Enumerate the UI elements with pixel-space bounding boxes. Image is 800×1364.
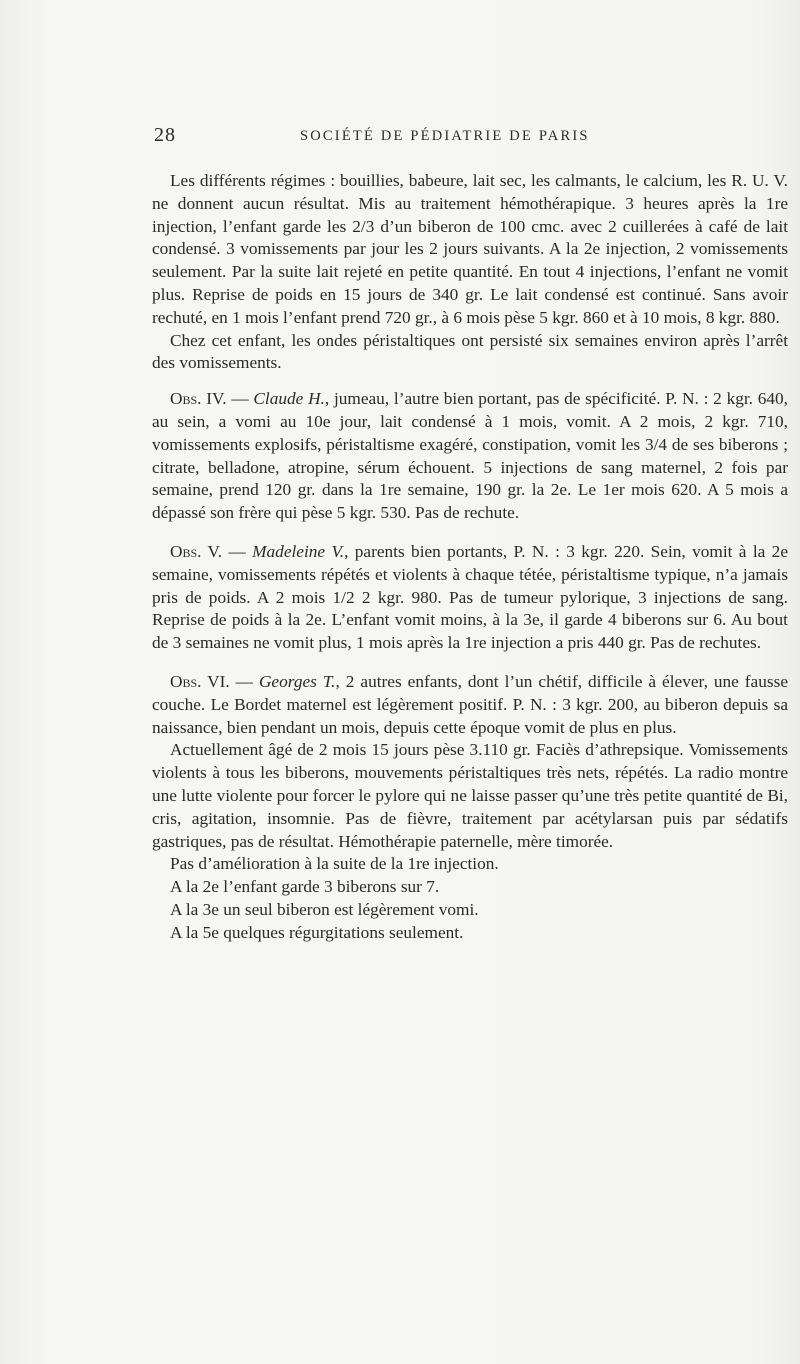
observation-v [152, 541, 788, 655]
obs-text: , jumeau, l’autre bien portant, pas de spécificité. P. N. : 2 kgr. 640, au sein, a vomi au 10e jour, lait condensé à 1 mois, vomit. A 2 mois, 2 kgr. 710, vomissements explosifs, péristaltisme exagéré, constipation, vomit les 3/4 de ses biberons ; citrate, belladone, atropine, sérum échouent. 5 injections de sang maternel, 2 fois par semaine, prend 120 gr. dans la 1re semaine, 190 gr. la 2e. Le 1er mois 620. A 5 mois a dépassé son frère qui pèse 5 kgr. 530. Pas de rechute. [152, 389, 788, 523]
obs-text: , 2 autres enfants, dont l’un chétif, difficile à élever, une fausse couche. Le Bordet maternel est légèrement positif. P. N. : 3 kgr. 200, au biberon depuis sa naissance, bien pendant un mois, depuis cette époque vomit de plus en plus. [152, 671, 788, 737]
paragraph: Les différents régimes : bouillies, babeure, lait sec, les calmants, le calcium, les R. U. V. ne donnent aucun résultat. Mis au traitement hémothérapique. 3 heures après la 1re injection, l’enfant garde les 2/3 d’un biberon de 100 cmc. avec 2 cuillerées à café de lait condensé. 3 vomissements par jour les 2 jours suivants. A la 2e injection, 2 vomissements seulement. Par la suite lait rejeté en petite quantité. En tout 4 injections, l’enfant ne vomit plus. Reprise de poids en 15 jours de 340 gr. Le lait condensé est continué. Sans avoir rechuté, en 1 mois l’enfant prend 720 gr., à 6 mois pèse 5 kgr. 860 et à 10 mois, 8 kgr. 880. [152, 171, 788, 327]
page-number: 28 [154, 124, 176, 146]
paragraph: Pas d’amélioration à la suite de la 1re injection. [170, 854, 499, 874]
obs-label: Obs. V. — [170, 541, 253, 561]
patient-name: Georges T. [258, 671, 336, 691]
paragraph: A la 3e un seul biberon est légèrement vomi. [170, 899, 479, 919]
observation-vi [152, 671, 788, 739]
paragraph: Actuellement âgé de 2 mois 15 jours pèse 3.110 gr. Faciès d’athrepsique. Vomissements violents à tous les biberons, mouvements péristaltiques très nets, répétés. La radio montre une lutte violente pour forcer le pylore qui ne laisse passer qu’une très petite quantité de Bi, cris, agitation, insomnie. Pas de fièvre, traitement par acétylarsan puis par sédatifs gastriques, pas de résultat. Hémothérapie paternelle, mère timorée. [152, 740, 788, 851]
patient-name: Claude H. [253, 389, 325, 409]
patient-name: Madeleine V. [252, 541, 345, 561]
paragraph: A la 5e quelques régurgitations seulement. [170, 922, 464, 942]
paragraph: A la 2e l’enfant garde 3 biberons sur 7. [170, 877, 440, 897]
observation-iv [152, 388, 788, 525]
paragraph: Chez cet enfant, les ondes péristaltiques ont persisté six semaines environ après l’arrêt des vomissements. [152, 330, 788, 373]
running-header: SOCIÉTÉ DE PÉDIATRIE DE PARIS [300, 128, 590, 144]
obs-label: Obs. IV. — [170, 389, 254, 409]
obs-text: , parents bien portants, P. N. : 3 kgr. 220. Sein, vomit à la 2e semaine, vomissements répétés et violents à chaque tétée, péristaltisme typique, n’a jamais pris de poids. A 2 mois 1/2 2 kgr. 980. Pas de tumeur pylorique, 3 injections de sang. Reprise de poids à la 2e. L’enfant vomit moins, à la 3e, il garde 4 biberons sur 6. Au bout de 3 semaines ne vomit plus, 1 mois après la 1re injection a pris 440 gr. Pas de rechutes. [152, 541, 788, 653]
body-text [152, 170, 788, 945]
obs-label: Obs. VI. — [170, 671, 259, 691]
